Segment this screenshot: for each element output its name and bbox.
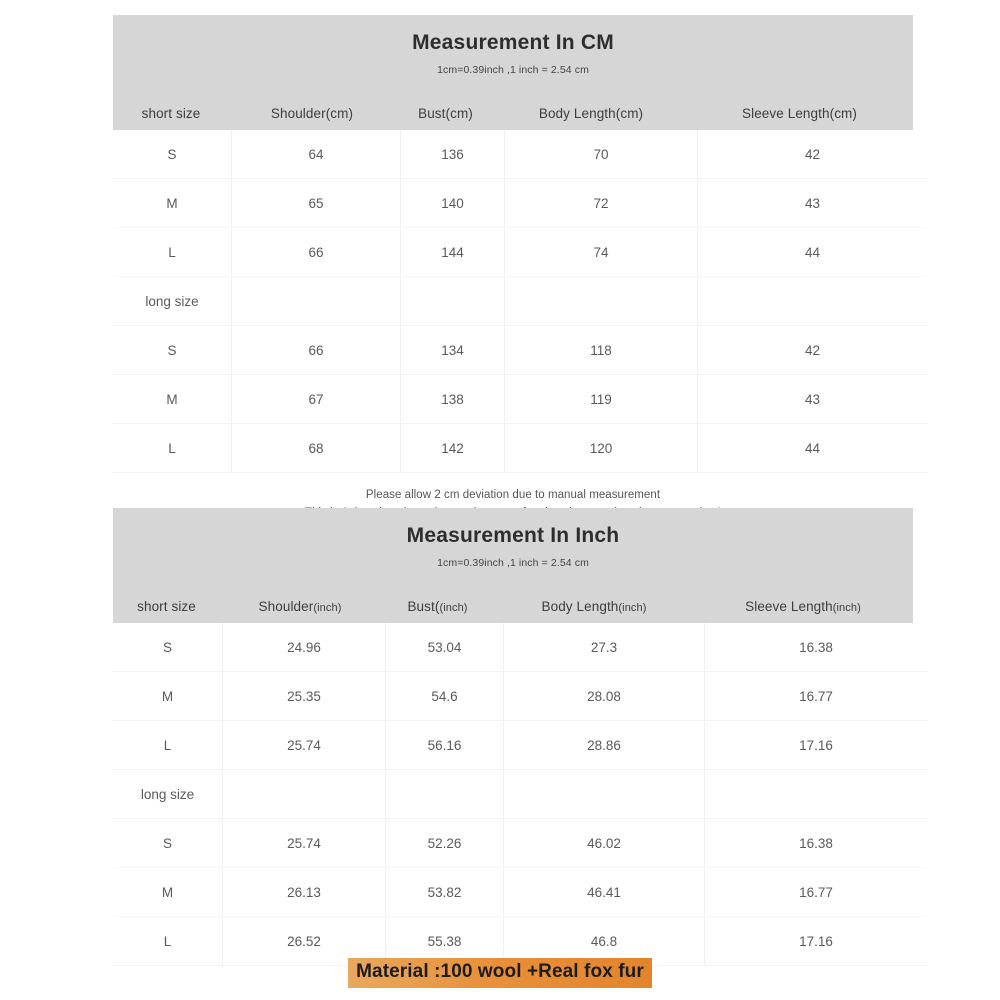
inch-cell: 52.26 (386, 819, 504, 868)
table-row (113, 721, 927, 770)
cm-cell: 142 (401, 424, 505, 473)
inch-cell: 16.77 (705, 868, 928, 917)
cm-row-label: S (113, 130, 232, 179)
inch-row-label: M (113, 672, 223, 721)
inch-cell: 53.82 (386, 868, 504, 917)
inch-cell: 46.41 (504, 868, 705, 917)
cm-column-header-4: Sleeve Length(cm) (741, 105, 857, 121)
cm-cell: 44 (698, 424, 928, 473)
inch-cell: 46.8 (504, 917, 705, 966)
inch-cell (386, 770, 504, 819)
cm-cell (401, 277, 505, 326)
table-row (113, 179, 927, 228)
inch-cell: 28.08 (504, 672, 705, 721)
inch-table-title: Measurement In Inch (406, 524, 620, 547)
inch-column-header-1 (220, 599, 380, 614)
cm-cell: 44 (698, 228, 928, 277)
cm-row-label: M (113, 375, 232, 424)
inch-row-label: M (113, 868, 223, 917)
cm-cell: 65 (232, 179, 401, 228)
inch-row-label: L (113, 721, 223, 770)
inch-cell: 17.16 (705, 917, 928, 966)
cm-measurement-block (113, 15, 913, 522)
cm-cell: 120 (505, 424, 698, 473)
inch-cell: 24.96 (223, 623, 386, 672)
inch-cell (223, 770, 386, 819)
inch-table-header (113, 508, 913, 623)
table-row (113, 130, 927, 179)
inch-cell: 26.13 (223, 868, 386, 917)
table-row (113, 228, 927, 277)
inch-column-header-3 (495, 599, 693, 614)
table-row (113, 326, 927, 375)
inch-column-header-unit-2: (inch) (439, 601, 468, 614)
inch-column-header-0 (113, 599, 220, 614)
cm-cell: 140 (401, 179, 505, 228)
cm-cell: 74 (505, 228, 698, 277)
table-row (113, 424, 927, 473)
cm-cell: 72 (505, 179, 698, 228)
inch-cell: 16.38 (705, 819, 928, 868)
inch-cell: 25.74 (223, 721, 386, 770)
cm-row-label: L (113, 424, 232, 473)
cm-cell: 66 (232, 228, 401, 277)
inch-column-header-2 (380, 599, 495, 614)
inch-column-header-unit-3: (inch) (618, 601, 647, 614)
inch-row-label: S (113, 819, 223, 868)
cm-size-table (113, 130, 927, 473)
inch-column-header-label-4: Sleeve Length (745, 598, 833, 614)
inch-cell: 46.02 (504, 819, 705, 868)
inch-row-label: L (113, 917, 223, 966)
inch-cell: 27.3 (504, 623, 705, 672)
inch-cell (504, 770, 705, 819)
table-row (113, 277, 927, 326)
cm-cell: 42 (698, 326, 928, 375)
cm-table-header (113, 15, 913, 130)
table-row (113, 375, 927, 424)
cm-cell: 67 (232, 375, 401, 424)
inch-cell: 55.38 (386, 917, 504, 966)
cm-cell: 118 (505, 326, 698, 375)
inch-measurement-block (113, 508, 913, 966)
inch-row-label: long size (113, 770, 223, 819)
inch-size-table (113, 623, 927, 966)
cm-column-header-2: Bust(cm) (418, 105, 473, 121)
inch-column-header-4 (693, 599, 913, 614)
inch-cell: 53.04 (386, 623, 504, 672)
material-banner-wrap (0, 958, 1000, 988)
cm-row-label: S (113, 326, 232, 375)
cm-table-title: Measurement In CM (412, 31, 614, 54)
cm-cell: 70 (505, 130, 698, 179)
cm-cell: 43 (698, 375, 928, 424)
inch-row-label: S (113, 623, 223, 672)
inch-cell: 16.38 (705, 623, 928, 672)
cm-column-header-1: Shoulder(cm) (270, 105, 354, 121)
table-row (113, 770, 927, 819)
cm-cell (698, 277, 928, 326)
cm-row-label: M (113, 179, 232, 228)
cm-cell: 144 (401, 228, 505, 277)
cm-cell (505, 277, 698, 326)
cm-cell: 136 (401, 130, 505, 179)
cm-cell: 43 (698, 179, 928, 228)
inch-cell: 17.16 (705, 721, 928, 770)
inch-cell: 56.16 (386, 721, 504, 770)
inch-table-subtitle: 1cm=0.39inch ,1 inch = 2.54 cm (437, 557, 589, 569)
inch-column-header-unit-1: (inch) (313, 601, 342, 614)
cm-cell: 134 (401, 326, 505, 375)
cm-row-label: long size (113, 277, 232, 326)
note-line-1: Please allow 2 cm deviation due to manual measurement (365, 489, 661, 501)
inch-cell: 25.74 (223, 819, 386, 868)
cm-cell: 64 (232, 130, 401, 179)
inch-column-header-label-0: short size (137, 598, 196, 614)
material-banner: Material :100 wool +Real fox fur (348, 958, 652, 988)
inch-column-header-unit-4: (inch) (832, 601, 861, 614)
cm-cell: 66 (232, 326, 401, 375)
table-row (113, 672, 927, 721)
inch-cell (705, 770, 928, 819)
inch-column-header-label-3: Body Length (541, 598, 619, 614)
inch-cell: 28.86 (504, 721, 705, 770)
cm-cell (232, 277, 401, 326)
inch-cell: 54.6 (386, 672, 504, 721)
cm-column-header-3: Body Length(cm) (538, 105, 644, 121)
cm-cell: 138 (401, 375, 505, 424)
inch-column-header-label-2: Bust( (407, 598, 440, 614)
inch-cell: 25.35 (223, 672, 386, 721)
inch-column-header-label-1: Shoulder (258, 598, 314, 614)
cm-cell: 68 (232, 424, 401, 473)
cm-row-label: L (113, 228, 232, 277)
cm-cell: 119 (505, 375, 698, 424)
cm-column-header-0: short size (141, 105, 201, 121)
inch-cell: 16.77 (705, 672, 928, 721)
table-row (113, 623, 927, 672)
cm-table-subtitle: 1cm=0.39inch ,1 inch = 2.54 cm (437, 64, 589, 76)
table-row (113, 819, 927, 868)
inch-cell: 26.52 (223, 917, 386, 966)
cm-cell: 42 (698, 130, 928, 179)
table-row (113, 868, 927, 917)
